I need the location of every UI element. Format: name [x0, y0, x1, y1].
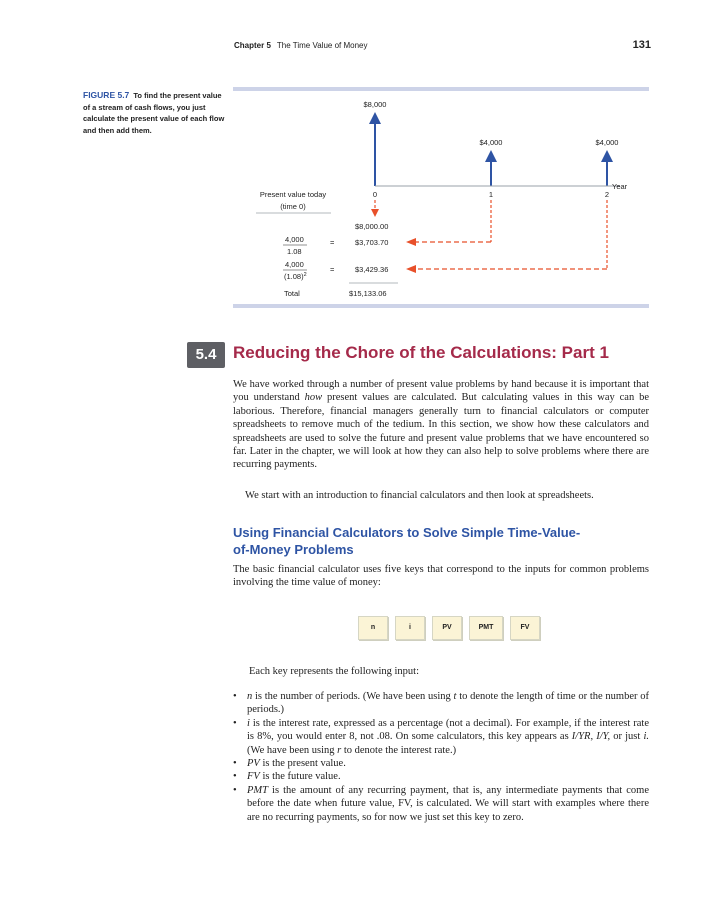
cash-flow-arrow-0	[369, 112, 381, 186]
calculator-key-pv: PV	[432, 616, 462, 640]
pv-row-2-denominator	[284, 272, 307, 281]
pv-heading-line-1: Present value today	[259, 190, 327, 199]
axis-label-year: Year	[612, 182, 628, 191]
list-item: • PV is the present value.	[233, 758, 346, 770]
discount-arrow-0	[371, 200, 379, 217]
list-item: • FV is the future value.	[233, 771, 341, 783]
pv-row-2-value: $3,429.36	[355, 265, 389, 274]
cash-flow-label-2: $4,000	[595, 138, 619, 147]
discount-arrow-2	[406, 200, 607, 273]
calculator-keys	[358, 616, 540, 640]
list-item: • i is the interest rate, expressed as a percentage (not a decimal). For example, if the interest rate is 8%, you would enter 8, not .08. On some calculators, this key appears as I/YR, I/Y, or just i. (We have been using r to denote the interest rate.)	[233, 717, 649, 756]
subsection-heading: Using Financial Calculators to Solve Simple Time-Value-of-Money Problems	[233, 525, 581, 557]
total-value: $15,133.06	[349, 289, 387, 298]
list-item: • PMT is the amount of any recurring payment, that is, any intermediate payments that come before the date when future value, FV, is calculated. We will start with examples where there are no recurring payments, so for now we just set this key to zero.	[233, 784, 649, 823]
pv-row-2-numerator: 4,000	[285, 260, 304, 269]
period-label-2: 2	[604, 190, 610, 199]
pv-row-2-equals: =	[330, 265, 335, 274]
subsection-paragraph: The basic financial calculator uses five keys that correspond to the inputs for common problems involving the time value of money:	[233, 564, 649, 589]
cash-flow-arrow-2	[601, 150, 613, 186]
pv-row-1-numerator: 4,000	[285, 235, 304, 244]
cash-flow-label-0: $8,000	[363, 100, 387, 109]
section-title: Reducing the Chore of the Calculations: Part 1	[233, 343, 609, 362]
period-label-1: 1	[488, 190, 494, 199]
period-label-0: 0	[372, 190, 378, 199]
pv-row-1-equals: =	[330, 238, 335, 247]
discount-arrow-1	[406, 200, 491, 246]
calculator-key-n: n	[358, 616, 388, 640]
pv-row-1-denominator: 1.08	[287, 247, 302, 256]
keys-intro: Each key represents the following input:	[249, 666, 419, 677]
total-label: Total	[284, 289, 300, 298]
calculator-key-pmt: PMT	[469, 616, 503, 640]
pv-row-0-value: $8,000.00	[355, 222, 389, 231]
calculator-key-fv: FV	[510, 616, 540, 640]
key-definitions-list	[233, 690, 649, 824]
pv-row-1-value: $3,703.70	[355, 238, 389, 247]
pv-heading-line-2: (time 0)	[280, 202, 306, 211]
section-paragraph-2: We start with an introduction to financial calculators and then look at spreadsheets.	[245, 490, 594, 501]
pv-row-2-den-base: (1.08)	[284, 272, 304, 281]
timeline-figure	[0, 0, 702, 320]
calculator-key-i: i	[395, 616, 425, 640]
section-number-badge: 5.4	[187, 342, 225, 368]
page-number: 131	[632, 39, 651, 51]
figure-caption-text: To find the present value of a stream of cash flows, you just calculate the present value of each flow and then add them.	[83, 91, 225, 135]
section-paragraph-1: We have worked through a number of present value problems by hand because it is important that you understand how present values are calculated. But calculating values in this way can be laborious. Therefore, financial managers generally turn to financial calculators or computer spreadsheets to remove much of the tedium. In this section, we show how these calculators and spreadsheets are used to solve the future and present value problems that we have encountered so far. Later in the chapter, we will look at how they can also help to solve problems where there are recurring payments.	[233, 379, 649, 471]
figure-label: FIGURE 5.7	[83, 90, 130, 100]
chapter-number: Chapter 5	[234, 41, 271, 50]
pv-row-2-den-exponent: 2	[303, 272, 307, 278]
list-item: • n is the number of periods. (We have been using t to denote the length of time or the number of periods.)	[233, 691, 649, 716]
chapter-title: The Time Value of Money	[276, 41, 368, 50]
cash-flow-arrow-1	[485, 150, 497, 186]
cash-flow-label-1: $4,000	[479, 138, 503, 147]
